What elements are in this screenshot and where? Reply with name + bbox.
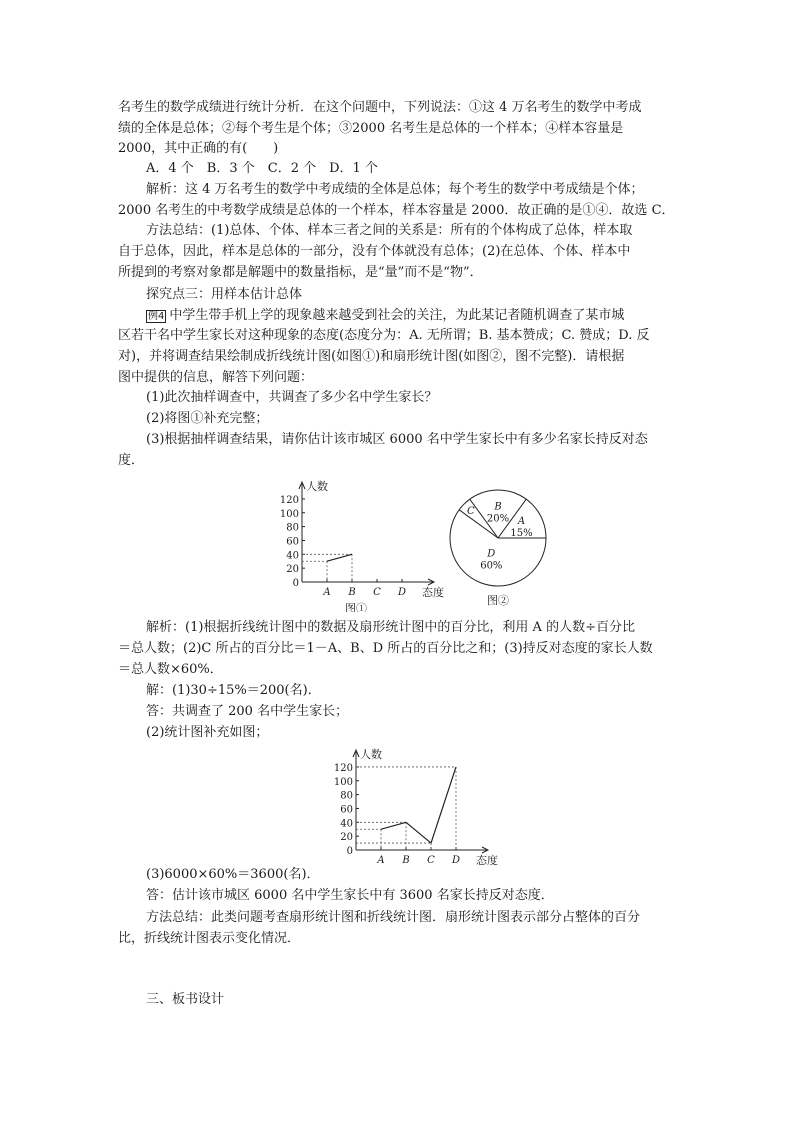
figure-caption: 图② xyxy=(487,594,509,607)
pie-slice-percent: 15% xyxy=(510,528,533,540)
text-line: 图中提供的信息，解答下列问题： xyxy=(118,370,314,385)
x-tick-label: B xyxy=(348,587,356,598)
text-line: ＝总人数×60%． xyxy=(118,662,223,677)
answer-options: A．4 个 B．3 个 C．2 个 D．1 个 xyxy=(146,161,378,176)
y-tick-label: 120 xyxy=(279,494,299,506)
figure-caption: 图① xyxy=(345,602,367,612)
text-line: 对)，并将调查结果绘制成折线统计图(如图①)和扇形统计图(如图②，图不完整)．请根据 xyxy=(118,349,625,364)
section-heading: 三、板书设计 xyxy=(146,992,225,1007)
x-axis-label: 态度 xyxy=(422,586,444,599)
x-tick-label: B xyxy=(402,855,410,865)
pie-slice-label: D xyxy=(487,548,496,560)
series-segment xyxy=(431,767,456,843)
y-tick-label: 60 xyxy=(340,804,353,816)
question-2: (2)将图①补充完整； xyxy=(146,411,269,426)
y-tick-label: 80 xyxy=(340,790,353,802)
text-line: 解析：(1)根据折线统计图中的数据及扇形统计图中的百分比，利用 A 的人数÷百分比 xyxy=(146,620,635,635)
x-tick-label: D xyxy=(397,587,407,598)
text-line: (2)统计图补充如图； xyxy=(146,725,269,740)
series-segment xyxy=(381,822,406,829)
example-line xyxy=(146,307,624,324)
x-tick-label: D xyxy=(451,855,461,865)
y-tick-label: 60 xyxy=(286,536,299,548)
y-tick-label: 120 xyxy=(333,762,353,774)
pie-slice-label: A xyxy=(517,516,526,528)
x-tick-label: A xyxy=(377,855,385,865)
answer-line: 答：共调查了 200 名中学生家长； xyxy=(146,704,349,719)
question-3: (3)根据抽样调查结果，请你估计该市城区 6000 名中学生家长中有多少名家长持反对态 xyxy=(146,432,648,447)
y-tick-label: 100 xyxy=(279,508,299,520)
text-line: 中学生带手机上学的现象越来越受到社会的关注，为此某记者随机调查了某市城 xyxy=(169,308,625,323)
text-line: ＝总人数；(2)C 所占的百分比＝1－A、B、D 所占的百分比之和；(3)持反对态度的家长人数 xyxy=(118,641,653,656)
y-tick-label: 40 xyxy=(286,550,299,562)
y-tick-label: 20 xyxy=(286,564,299,576)
y-tick-label: 100 xyxy=(333,776,353,788)
pie-slice-label: B xyxy=(494,501,502,513)
x-tick-label: A xyxy=(323,587,331,598)
pie-slice-label: C xyxy=(467,505,475,517)
x-axis-label: 态度 xyxy=(476,854,498,865)
y-tick-label: 0 xyxy=(346,846,353,857)
x-tick-label: C xyxy=(373,587,381,598)
text-line: 区若干名中学生家长对这种现象的态度(态度分为：A. 无所谓；B. 基本赞成；C. 赞成；D. 反 xyxy=(118,328,650,343)
x-tick-label: C xyxy=(427,855,435,865)
y-axis-label: 人数 xyxy=(360,748,382,761)
line-chart-figure-1 xyxy=(270,478,450,612)
series-segment xyxy=(406,822,431,843)
text-line: 绩的全体是总体；②每个考生是个体；③2000 名考生是总体的一个样本；④样本容量是 xyxy=(118,121,624,136)
text-line: 方法总结：此类问题考查扇形统计图和折线统计图．扇形统计图表示部分占整体的百分 xyxy=(146,910,641,925)
text-line: 所提到的考察对象都是解题中的数量指标，是“量”而不是“物”． xyxy=(118,265,483,280)
pie-slice-percent: 60% xyxy=(480,560,503,572)
text-line: 名考生的数学成绩进行统计分析．在这个问题中，下列说法：①这 4 万名考生的数学中考成 xyxy=(118,100,642,115)
text-line: 度． xyxy=(118,453,145,468)
pie-chart-figure-2 xyxy=(440,486,560,612)
solution-line: 解：(1)30÷15%＝200(名)． xyxy=(146,683,321,698)
text-line: 2000，其中正确的有( ) xyxy=(118,141,279,156)
text-line: 2000 名考生的中考数学成绩是总体的一个样本，样本容量是 2000．故正确的是①④．故选 C． xyxy=(118,203,675,218)
y-tick-label: 80 xyxy=(286,522,299,534)
question-1: (1)此次抽样调查中，共调查了多少名中学生家长？ xyxy=(146,390,438,405)
line-chart-completed xyxy=(320,741,500,865)
y-tick-label: 40 xyxy=(340,818,353,830)
y-tick-label: 0 xyxy=(292,578,299,589)
y-axis-label: 人数 xyxy=(306,480,328,493)
example-badge: 例4 xyxy=(148,311,165,322)
text-line: 方法总结：(1)总体、个体、样本三者之间的关系是：所有的个体构成了总体，样本取 xyxy=(146,223,633,238)
pie-slice-percent: 20% xyxy=(486,513,510,525)
solution-line: (3)6000×60%＝3600(名)． xyxy=(146,867,320,882)
answer-line: 答：估计该市城区 6000 名中学生家长中有 3600 名家长持反对态度． xyxy=(146,888,554,903)
section-heading: 探究点三：用样本估计总体 xyxy=(146,287,303,302)
text-line: 解析：这 4 万名考生的数学中考成绩的全体是总体；每个考生的数学中考成绩是个体； xyxy=(146,182,644,197)
series-segment xyxy=(327,554,352,561)
text-line: 自于总体，因此，样本是总体的一部分，没有个体就没有总体；(2)在总体、个体、样本中 xyxy=(118,244,631,259)
text-line: 比，折线统计图表示变化情况． xyxy=(118,931,301,946)
y-tick-label: 20 xyxy=(340,832,353,844)
